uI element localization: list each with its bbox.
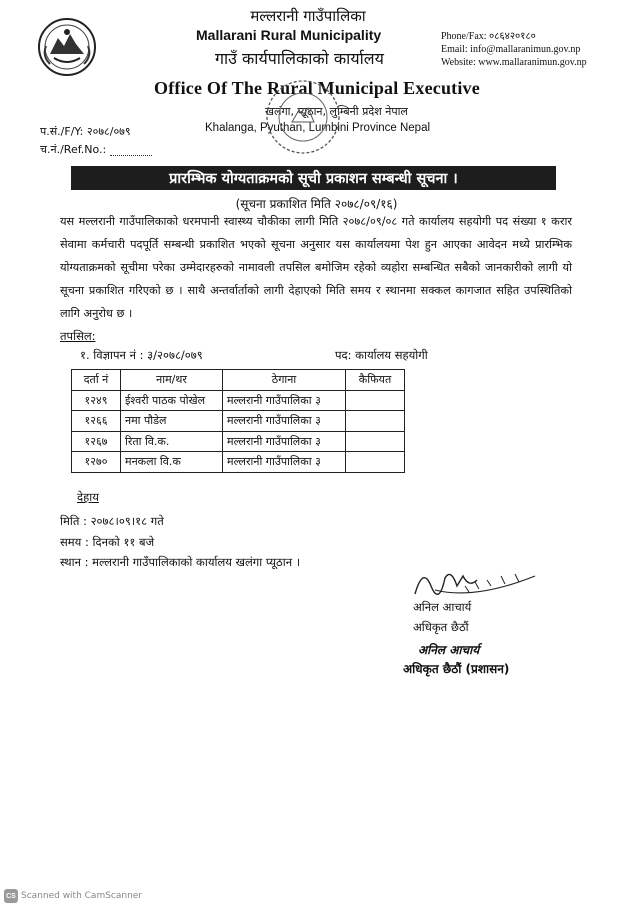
reg-no-cell: १२६६: [72, 411, 121, 432]
remarks-cell: [346, 411, 405, 432]
address-np: खलंगा, प्यूठान, लुम्बिनी प्रदेश नेपाल: [265, 105, 408, 118]
address-cell: मल्लरानी गाउँपालिका ३: [223, 431, 346, 452]
website: Website: www.mallaranimun.gov.np: [441, 57, 587, 68]
reg-no-cell: १२७०: [72, 452, 121, 473]
col-name: नाम/थर: [121, 370, 223, 391]
name-cell: ईश्वरी पाठक पोखेल: [121, 390, 223, 411]
candidate-table: [71, 369, 405, 473]
name-cell: रिता वि.क.: [121, 431, 223, 452]
phone-fax: Phone/Fax: ०८६४२०१८०: [441, 31, 536, 42]
stamp-signatory-name: अनिल आचार्य: [418, 643, 480, 657]
office-name-en: Office Of The Rural Municipal Executive: [154, 78, 480, 98]
col-reg-no: दर्ता नं: [72, 370, 121, 391]
address-cell: मल्लरानी गाउँपालिका ३: [223, 452, 346, 473]
address-cell: मल्लरानी गाउँपालिका ३: [223, 411, 346, 432]
table-row: [72, 390, 405, 411]
email: Email: info@mallaranimun.gov.np: [441, 44, 581, 55]
schedule-title: देहाय: [77, 490, 99, 504]
ref-no-blank: [110, 155, 152, 156]
table-row: [72, 431, 405, 452]
notice-publish-date: (सूचना प्रकाशित मिति २०७८/०९/१६): [235, 197, 398, 211]
signatory-name: अनिल आचार्य: [413, 600, 472, 614]
handwritten-signature: [405, 556, 555, 606]
municipality-name-np: मल्लरानी गाउँपालिका: [250, 7, 366, 25]
col-remarks: कैफियत: [346, 370, 405, 391]
interview-time: समय : दिनको ११ बजे: [60, 535, 155, 549]
contact-block: [441, 30, 587, 69]
address-en: Khalanga, Pyuthan, Lumbini Province Nepal: [205, 122, 431, 134]
remarks-cell: [346, 452, 405, 473]
reg-no-cell: १२६७: [72, 431, 121, 452]
name-cell: नमा पौडेल: [121, 411, 223, 432]
office-name-np: गाउँ कार्यपालिकाको कार्यालय: [215, 49, 384, 68]
remarks-cell: [346, 390, 405, 411]
col-address: ठेगाना: [223, 370, 346, 391]
table-row: [72, 452, 405, 473]
interview-date: मिति : २०७८।०९।१८ गते: [60, 514, 164, 528]
signatory-title: अधिकृत छैठौं: [413, 620, 469, 634]
scanner-text: Scanned with CamScanner: [21, 891, 143, 901]
table-header-row: [72, 370, 405, 391]
fiscal-year: प.सं./F/Y: २०७८/०७९: [40, 125, 131, 138]
name-cell: मनकला वि.क: [121, 452, 223, 473]
stamp-signatory-title: अधिकृत छैठौं (प्रशासन): [403, 662, 510, 676]
remarks-cell: [346, 431, 405, 452]
interview-place: स्थान : मल्लरानी गाउँपालिकाको कार्यालय खलंगा प्यूठान ।: [60, 555, 301, 569]
notice-title-banner: प्रारम्भिक योग्यताक्रमको सूची प्रकाशन सम्बन्धी सूचना ।: [71, 166, 556, 190]
ref-no: च.नं./Ref.No.:: [40, 143, 107, 156]
details-label: तपसिल:: [60, 329, 96, 343]
office-seal-stamp: [262, 76, 344, 158]
notice-body: यस मल्लरानी गाउँपालिकाको धरमपानी स्वास्थ्य चौकीका लागी मिति २०७८/०९/०८ गते कार्यालय सहयोगी पद संख्या १ करार सेवामा कर्मचारी पदपूर्ति सम्बन्धी प्रकाशित भएको सूचना अनुसार यस कार्यालयमा पेश हुन आएका आवेदन मध्ये प्रारम्भिक योग्यताक्रमको सूचीमा परेका उम्मेदारहरुको नामावली तपसिल बमोजिम रहेको व्यहोरा सम्बन्धित सबैको जानकारीको लागी यो सूचना प्रकाशित गरिएको छ । साथै अन्तर्वार्ताको लागी देहाएको मिति समय र स्थानमा सक्कल कागजात सहित उपस्थितिको लागि अनुरोध छ ।: [60, 215, 572, 320]
municipality-name-en: Mallarani Rural Municipality: [196, 27, 382, 43]
address-cell: मल्लरानी गाउँपालिका ३: [223, 390, 346, 411]
table-row: [72, 411, 405, 432]
camscanner-icon: CS: [4, 889, 18, 903]
nepal-emblem-icon: [36, 16, 98, 78]
reg-no-cell: १२४९: [72, 390, 121, 411]
scanner-watermark: [4, 889, 142, 903]
advertisement-number: १. विज्ञापन नं : ३/२०७८/०७९: [80, 348, 203, 362]
post-name: पद: कार्यालय सहयोगी: [335, 348, 428, 362]
